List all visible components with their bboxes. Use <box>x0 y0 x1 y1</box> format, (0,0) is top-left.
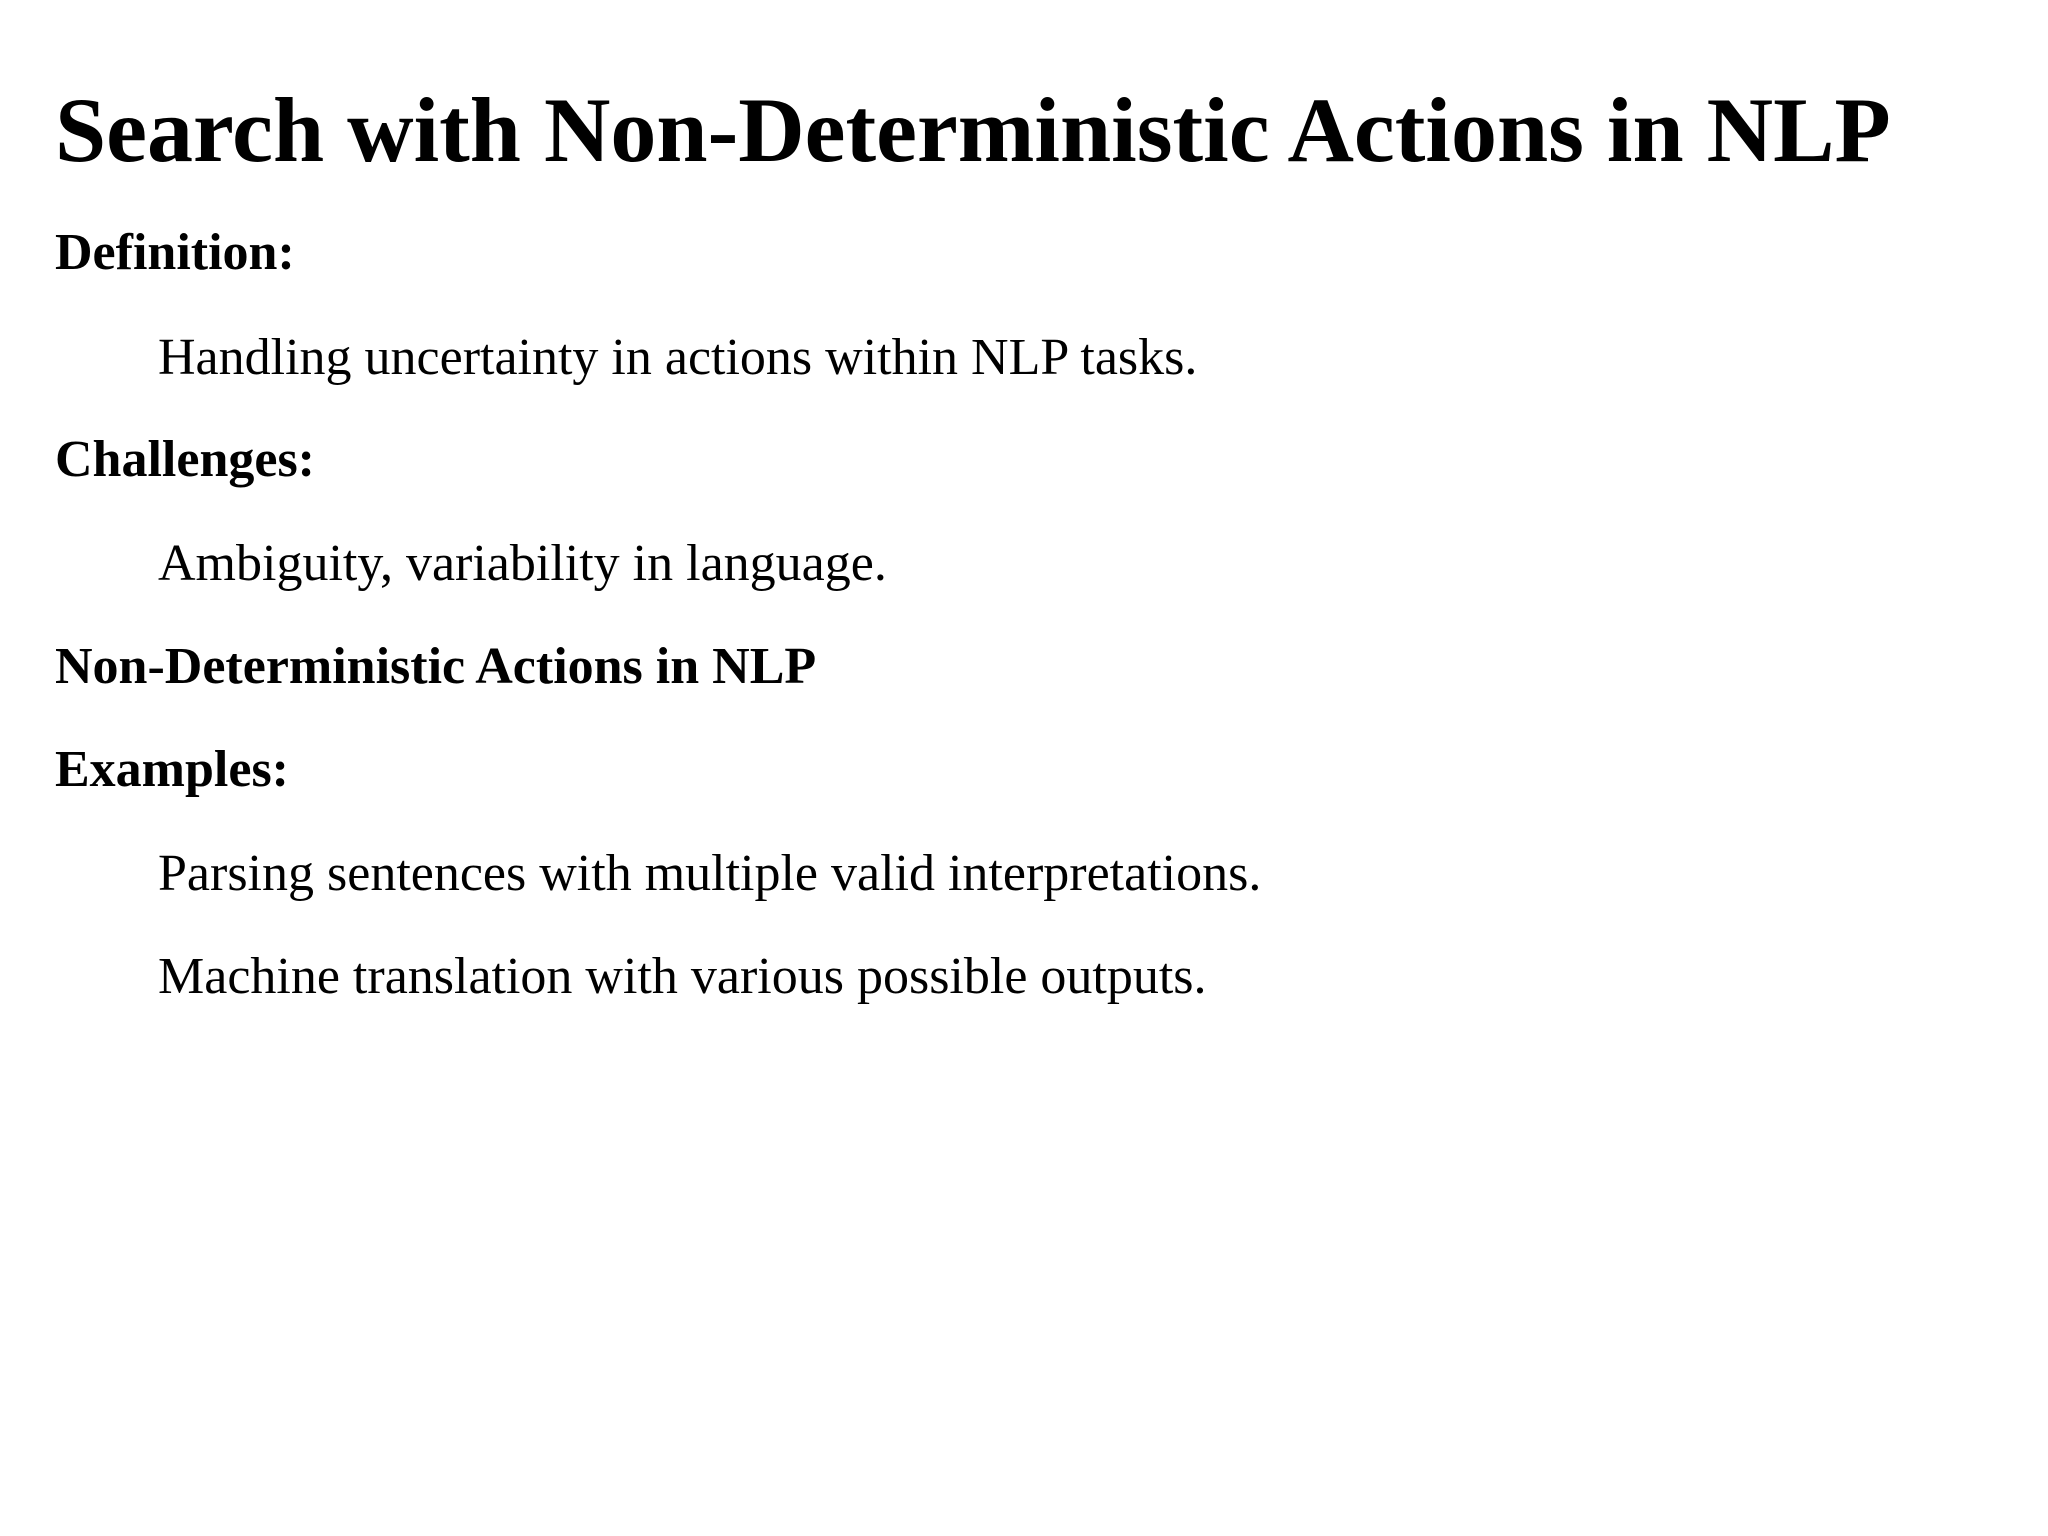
example-item-translation: Machine translation with various possible outputs. <box>158 948 1207 1005</box>
non-deterministic-actions-heading: Non-Deterministic Actions in NLP <box>55 638 817 695</box>
slide-title: Search with Non-Deterministic Actions in NLP <box>55 79 1891 181</box>
examples-heading: Examples: <box>55 741 289 798</box>
challenges-item: Ambiguity, variability in language. <box>158 535 887 592</box>
example-item-parsing: Parsing sentences with multiple valid interpretations. <box>158 845 1262 902</box>
definition-heading: Definition: <box>55 224 295 281</box>
challenges-heading: Challenges: <box>55 431 315 488</box>
definition-item: Handling uncertainty in actions within NLP tasks. <box>158 329 1198 386</box>
